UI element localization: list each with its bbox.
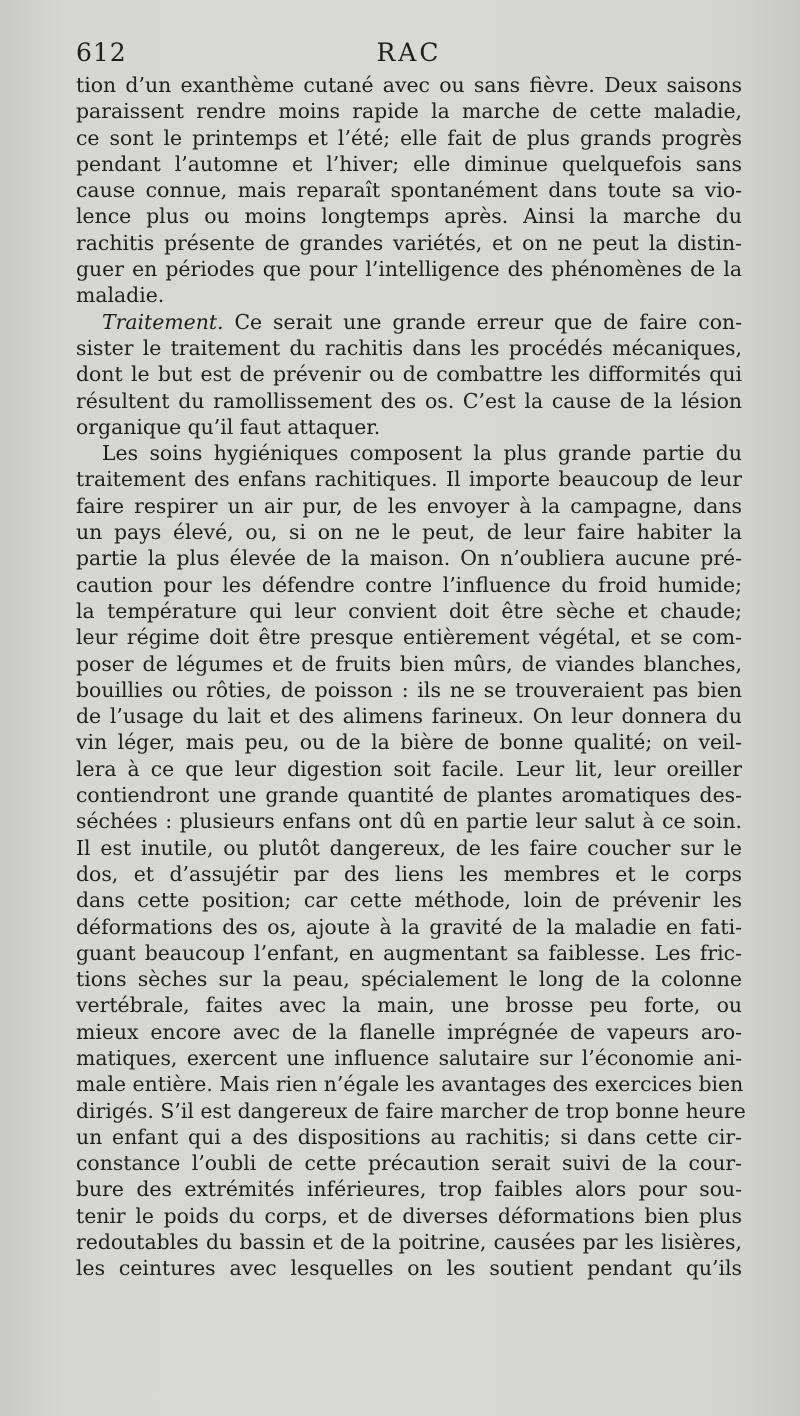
text-line (76, 1019, 742, 1045)
text-line (76, 808, 742, 834)
line-text: Ce serait une grande erreur que de faire con- (223, 309, 742, 334)
text-line (76, 914, 742, 940)
text-line (76, 72, 742, 98)
line-text: poser de légumes et de fruits bien mûrs, de viandes blanches, (76, 651, 742, 676)
line-text: male entière. Mais rien n’égale les avantages des exercices bien (76, 1072, 744, 1097)
text-line (76, 651, 742, 677)
line-text: redoutables du bassin et de la poitrine, causées par les lisières, (76, 1230, 742, 1255)
text-line (76, 1150, 742, 1176)
line-text: rachitis présente de grandes variétés, et on ne peut la distin- (76, 230, 742, 255)
line-text: leur régime doit être presque entièrement végétal, et se com- (76, 625, 742, 650)
text-line (76, 545, 742, 571)
text-line (76, 729, 742, 755)
line-text: partie la plus élevée de la maison. On n’oubliera aucune pré- (76, 546, 742, 571)
text-line (76, 98, 742, 124)
text-line (76, 1176, 742, 1202)
text-line (76, 230, 742, 256)
text-line (76, 440, 742, 466)
text-line (76, 1124, 742, 1150)
text-line (76, 861, 742, 887)
text-line (76, 887, 742, 913)
line-text: caution pour les défendre contre l’influence du froid humide; (76, 572, 742, 597)
text-line (76, 125, 742, 151)
line-text: lera à ce que leur digestion soit facile. Leur lit, leur oreiller (76, 756, 742, 781)
line-text: Il est inutile, ou plutôt dangereux, de les faire coucher sur le (76, 835, 742, 860)
line-text: Les soins hygiéniques composent la plus grande partie du (102, 441, 742, 466)
line-text: les ceintures avec lesquelles on les soutient pendant qu’ils (76, 1256, 742, 1281)
line-text: constance l’oubli de cette précaution serait suivi de la cour- (76, 1151, 742, 1176)
line-text: résultent du ramollissement des os. C’est la cause de la lésion (76, 388, 742, 413)
line-text: vertébrale, faites avec la main, une brosse peu forte, ou (76, 993, 742, 1018)
line-text: traitement des enfans rachitiques. Il importe beaucoup de leur (76, 467, 742, 492)
text-line (76, 388, 742, 414)
page-number: 612 (76, 38, 127, 67)
text-line (76, 414, 742, 440)
text-line (76, 493, 742, 519)
line-text: lence plus ou moins longtemps après. Ainsi la marche du (76, 204, 742, 229)
line-text: tion d’un exanthème cutané avec ou sans fièvre. Deux saisons (76, 73, 742, 97)
line-text: déformations des os, ajoute à la gravité de la maladie en fati- (76, 914, 742, 939)
line-text: mieux encore avec de la flanelle imprégnée de vapeurs aro- (76, 1019, 742, 1044)
section-heading: Traitement. (102, 309, 224, 334)
text-line (76, 177, 742, 203)
line-text: séchées : plusieurs enfans ont dû en partie leur salut à ce soin. (76, 809, 742, 834)
line-text: guer en périodes que pour l’intelligence des phénomènes de la (76, 257, 742, 282)
line-text: matiques, exercent une influence salutaire sur l’économie ani- (76, 1045, 742, 1070)
text-line (76, 361, 742, 387)
body-text (76, 72, 746, 1282)
line-text: organique qu’il faut attaquer. (76, 414, 381, 439)
text-line (76, 966, 742, 992)
text-line (76, 1098, 746, 1124)
line-text: contiendront une grande quantité de plantes aromatiques des- (76, 783, 742, 808)
text-line (76, 1229, 742, 1255)
text-line (76, 992, 742, 1018)
text-line (76, 703, 742, 729)
line-text: bure des extrémités inférieures, trop faibles alors pour sou- (76, 1177, 742, 1202)
line-text: un enfant qui a des dispositions au rachitis; si dans cette cir- (76, 1124, 742, 1149)
line-text: bouillies ou rôties, de poisson : ils ne se trouveraient pas bien (76, 677, 742, 702)
text-line (76, 203, 742, 229)
line-text: vin léger, mais peu, ou de la bière de bonne qualité; on veil- (76, 730, 742, 755)
text-line (76, 309, 742, 335)
text-line (76, 572, 742, 598)
text-line (76, 335, 742, 361)
line-text: dont le but est de prévenir ou de combattre les difformités qui (76, 362, 742, 387)
text-line (76, 466, 742, 492)
text-line (76, 519, 742, 545)
line-text: faire respirer un air pur, de les envoyer à la campagne, dans (76, 493, 742, 518)
line-text: un pays élevé, ou, si on ne le peut, de leur faire habiter la (76, 520, 742, 545)
text-line (76, 624, 742, 650)
line-text: de l’usage du lait et des alimens farineux. On leur donnera du (76, 704, 742, 729)
line-text: maladie. (76, 283, 165, 308)
line-text: pendant l’automne et l’hiver; elle diminue quelquefois sans (76, 151, 742, 176)
text-line (76, 256, 742, 282)
text-line (76, 1045, 742, 1071)
line-text: tenir le poids du corps, et de diverses déformations bien plus (76, 1203, 742, 1228)
text-line (76, 835, 742, 861)
text-line (76, 1255, 742, 1281)
text-line (76, 782, 742, 808)
line-text: ce sont le printemps et l’été; elle fait de plus grands progrès (76, 125, 742, 150)
line-text: paraissent rendre moins rapide la marche de cette maladie, (76, 99, 742, 124)
text-line (76, 1071, 742, 1097)
text-line (76, 677, 742, 703)
running-head: RAC (376, 38, 442, 67)
line-text: la température qui leur convient doit être sèche et chaude; (76, 598, 742, 623)
page-header (76, 38, 742, 68)
line-text: dans cette position; car cette méthode, loin de prévenir les (76, 888, 742, 913)
line-text: dos, et d’assujétir par des liens les membres et le corps (76, 861, 742, 886)
line-text: tions sèches sur la peau, spécialement le long de la colonne (76, 967, 742, 992)
text-line (76, 598, 742, 624)
text-line (76, 151, 742, 177)
text-line (76, 282, 742, 308)
text-line (76, 756, 742, 782)
line-text: guant beaucoup l’enfant, en augmentant sa faiblesse. Les fric- (76, 940, 742, 965)
line-text: sister le traitement du rachitis dans les procédés mécaniques, (76, 335, 742, 360)
line-text: cause connue, mais reparaît spontanément dans toute sa vio- (76, 178, 742, 203)
line-text: dirigés. S’il est dangereux de faire marcher de trop bonne heure (76, 1098, 746, 1123)
text-line (76, 940, 742, 966)
text-line (76, 1203, 742, 1229)
